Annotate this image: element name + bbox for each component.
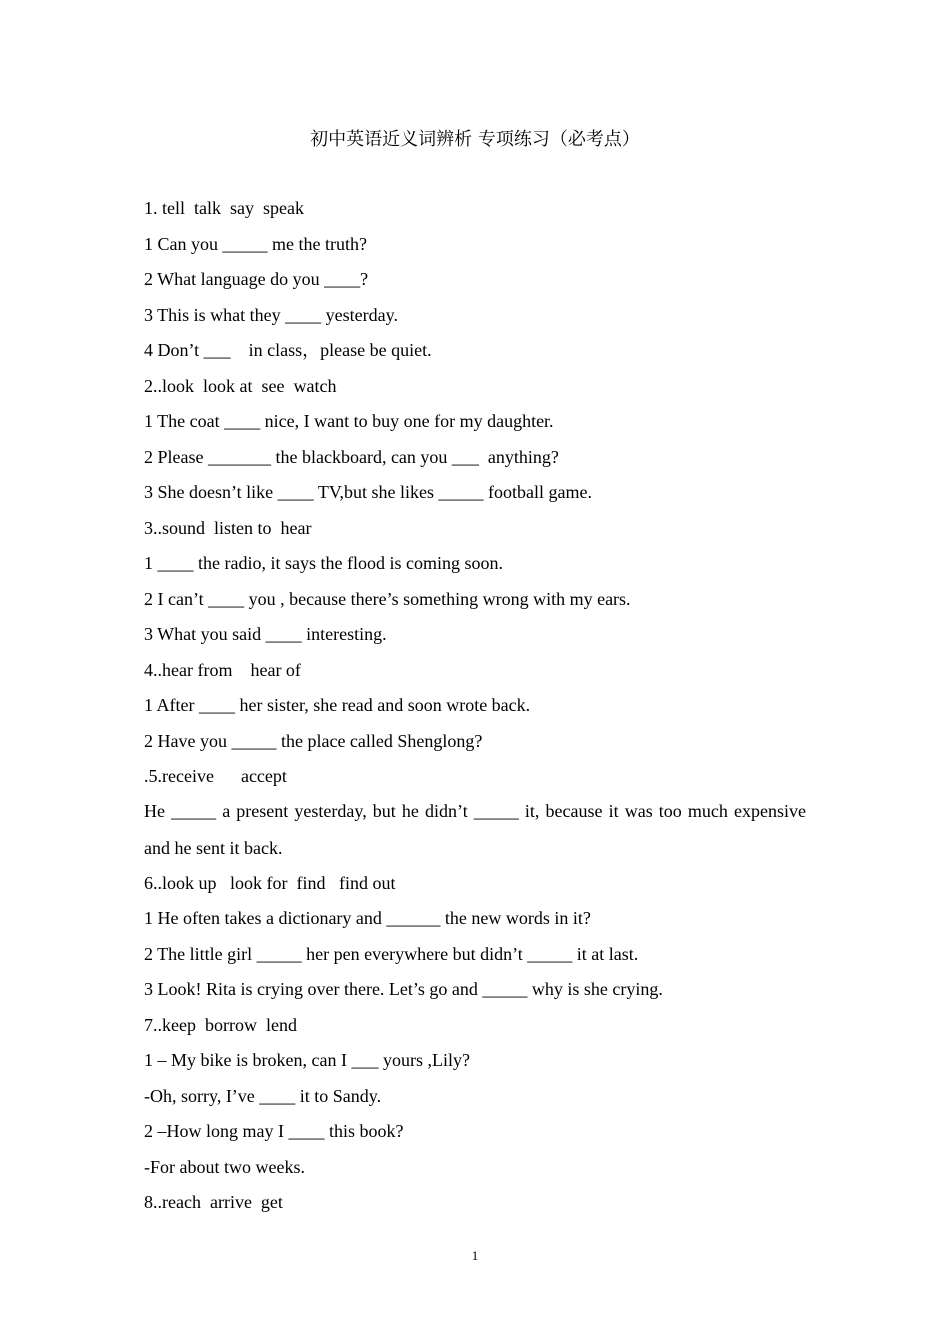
exercise-line: 1 ____ the radio, it says the flood is coming soon. bbox=[144, 553, 503, 573]
exercise-line: 2 –How long may I ____ this book? bbox=[144, 1121, 404, 1141]
exercise-line: 2 What language do you ____? bbox=[144, 269, 369, 289]
exercise-line: 1 He often takes a dictionary and ______ the new words in it? bbox=[144, 908, 591, 928]
exercise-line: -For about two weeks. bbox=[144, 1156, 305, 1177]
section-heading: 1. tell talk say speak bbox=[144, 198, 304, 218]
section-heading: 2..look look at see watch bbox=[144, 375, 337, 396]
exercise-line: 1 The coat ____ nice, I want to buy one for my daughter. bbox=[144, 411, 554, 431]
exercise-line: 2 Please _______ the blackboard, can you ___ anything? bbox=[144, 446, 559, 467]
document-title: 初中英语近义词辨析 专项练习（必考点） bbox=[310, 129, 640, 150]
exercise-line: 3 She doesn’t like ____ TV,but she likes _____ football game. bbox=[144, 482, 592, 502]
document-body bbox=[144, 196, 806, 1226]
exercise-line: 3 Look! Rita is crying over there. Let’s go and _____ why is she crying. bbox=[144, 979, 663, 999]
section-heading: 7..keep borrow lend bbox=[144, 1014, 297, 1035]
exercise-line: 3 What you said ____ interesting. bbox=[144, 624, 387, 644]
section-heading: .5.receive accept bbox=[144, 766, 287, 786]
exercise-line: 1 – My bike is broken, can I ___ yours ,Lily? bbox=[144, 1050, 470, 1070]
section-heading: 3..sound listen to hear bbox=[144, 517, 312, 538]
exercise-line: 2 I can’t ____ you , because there’s something wrong with my ears. bbox=[144, 588, 631, 609]
page-number: 1 bbox=[471, 1248, 479, 1263]
exercise-line: 2 Have you _____ the place called Shenglong? bbox=[144, 730, 483, 751]
exercise-paragraph: He _____ a present yesterday, but he didn’t _____ it, because it was too much expensive and he sent it back. bbox=[144, 800, 806, 858]
section-heading: 6..look up look for find find out bbox=[144, 872, 396, 893]
section-heading: 4..hear from hear of bbox=[144, 659, 301, 680]
exercise-line: 3 This is what they ____ yesterday. bbox=[144, 304, 398, 325]
exercise-line: 2 The little girl _____ her pen everywhere but didn’t _____ it at last. bbox=[144, 943, 639, 964]
exercise-line: 4 Don’t ___ in class，please be quiet. bbox=[144, 340, 432, 360]
exercise-line: -Oh, sorry, I’ve ____ it to Sandy. bbox=[144, 1085, 382, 1106]
exercise-line: 1 Can you _____ me the truth? bbox=[144, 233, 367, 254]
section-heading: 8..reach arrive get bbox=[144, 1192, 283, 1212]
exercise-line: 1 After ____ her sister, she read and soon wrote back. bbox=[144, 695, 531, 715]
